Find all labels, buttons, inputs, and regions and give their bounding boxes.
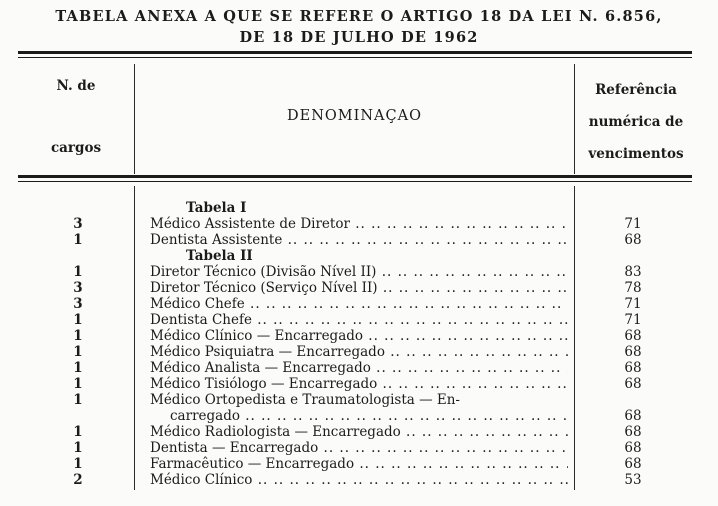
table-row — [0, 456, 718, 472]
row-count: 3 — [73, 296, 83, 312]
row-count: 1 — [73, 328, 83, 344]
top-rule-thin — [18, 57, 692, 58]
table-row — [0, 360, 718, 376]
middle-rule-thin — [18, 181, 692, 182]
table-row — [0, 200, 718, 216]
row-description-line2: carregado .. .. — [170, 408, 568, 424]
header-cargos-line1: N. de — [56, 78, 96, 94]
row-description: Dentista Assistente .. .. — [150, 232, 568, 248]
row-count: 3 — [73, 280, 83, 296]
row-description: Médico Radiologista — Encarregado .. .. — [150, 424, 568, 440]
row-description: Médico Analista — Encarregado .. .. — [150, 360, 568, 376]
row-count: 1 — [73, 440, 83, 456]
row-reference: 68 — [624, 344, 642, 360]
row-count: 1 — [73, 264, 83, 280]
table-row — [0, 216, 718, 232]
top-rule-thick — [18, 51, 692, 54]
row-reference: 68 — [624, 232, 642, 248]
row-count: 1 — [73, 232, 83, 248]
row-count: 1 — [73, 424, 83, 440]
row-description: Diretor Técnico (Serviço Nível II) .. .. — [150, 280, 568, 296]
row-description: Farmacêutico — Encarregado .. .. — [150, 456, 568, 472]
row-description: Diretor Técnico (Divisão Nível II) .. .. — [150, 264, 568, 280]
table-row — [0, 440, 718, 456]
header-separator-left — [134, 64, 135, 174]
row-count: 3 — [73, 216, 83, 232]
header-denominacao: DENOMINAÇAO — [287, 108, 422, 124]
header-referencia-line3: vencimentos — [588, 146, 684, 162]
row-reference: 83 — [624, 264, 642, 280]
row-reference: 71 — [624, 216, 642, 232]
row-description: Médico Clínico — Encarregado .. .. — [150, 328, 568, 344]
row-count: 1 — [73, 360, 83, 376]
header-separator-right — [574, 64, 575, 174]
row-description: Médico Chefe .. .. — [150, 296, 568, 312]
row-count: 1 — [73, 376, 83, 392]
table-row — [0, 328, 718, 344]
table-row — [0, 296, 718, 312]
section-heading: Tabela I — [186, 200, 247, 216]
header-cargos-line2: cargos — [50, 140, 102, 156]
table-row — [0, 232, 718, 248]
row-count: 2 — [73, 472, 83, 488]
row-reference: 68 — [624, 424, 642, 440]
document-title-line1: TABELA ANEXA A QUE SE REFERE O ARTIGO 18 DA LEI N. 6.856, — [55, 8, 663, 25]
row-description: Médico Assistente de Diretor .. .. — [150, 216, 568, 232]
row-description: Médico Tisiólogo — Encarregado .. .. — [150, 376, 568, 392]
table-row — [0, 344, 718, 360]
table-row-continuation — [0, 408, 718, 424]
row-description: Médico Psiquiatra — Encarregado .. .. — [150, 344, 568, 360]
row-reference: 68 — [624, 440, 642, 456]
row-reference: 68 — [624, 328, 642, 344]
row-count: 1 — [73, 344, 83, 360]
table-row — [0, 280, 718, 296]
row-reference: 68 — [624, 360, 642, 376]
table-row — [0, 248, 718, 264]
table-row — [0, 312, 718, 328]
section-heading: Tabela II — [186, 248, 253, 264]
row-reference: 68 — [624, 376, 642, 392]
row-reference: 53 — [624, 472, 642, 488]
row-count: 1 — [73, 392, 83, 408]
table-row — [0, 392, 718, 408]
header-referencia-line2: numérica de — [588, 114, 684, 130]
row-count: 1 — [73, 312, 83, 328]
row-description: Dentista Chefe .. .. — [150, 312, 568, 328]
row-reference: 78 — [624, 280, 642, 296]
row-count: 1 — [73, 456, 83, 472]
middle-rule-thick — [18, 175, 692, 178]
row-reference: 71 — [624, 296, 642, 312]
table-row — [0, 424, 718, 440]
row-reference: 68 — [624, 408, 642, 424]
table-row — [0, 264, 718, 280]
row-reference: 71 — [624, 312, 642, 328]
row-description: Dentista — Encarregado .. .. — [150, 440, 568, 456]
header-referencia-line1: Referência — [595, 82, 677, 98]
table-row — [0, 472, 718, 488]
table-row — [0, 376, 718, 392]
row-description-line1: Médico Ortopedista e Traumatologista — En- — [150, 392, 460, 408]
row-description: Médico Clínico .. .. — [150, 472, 568, 488]
document-title-line2: DE 18 DE JULHO DE 1962 — [239, 29, 479, 46]
row-reference: 68 — [624, 456, 642, 472]
